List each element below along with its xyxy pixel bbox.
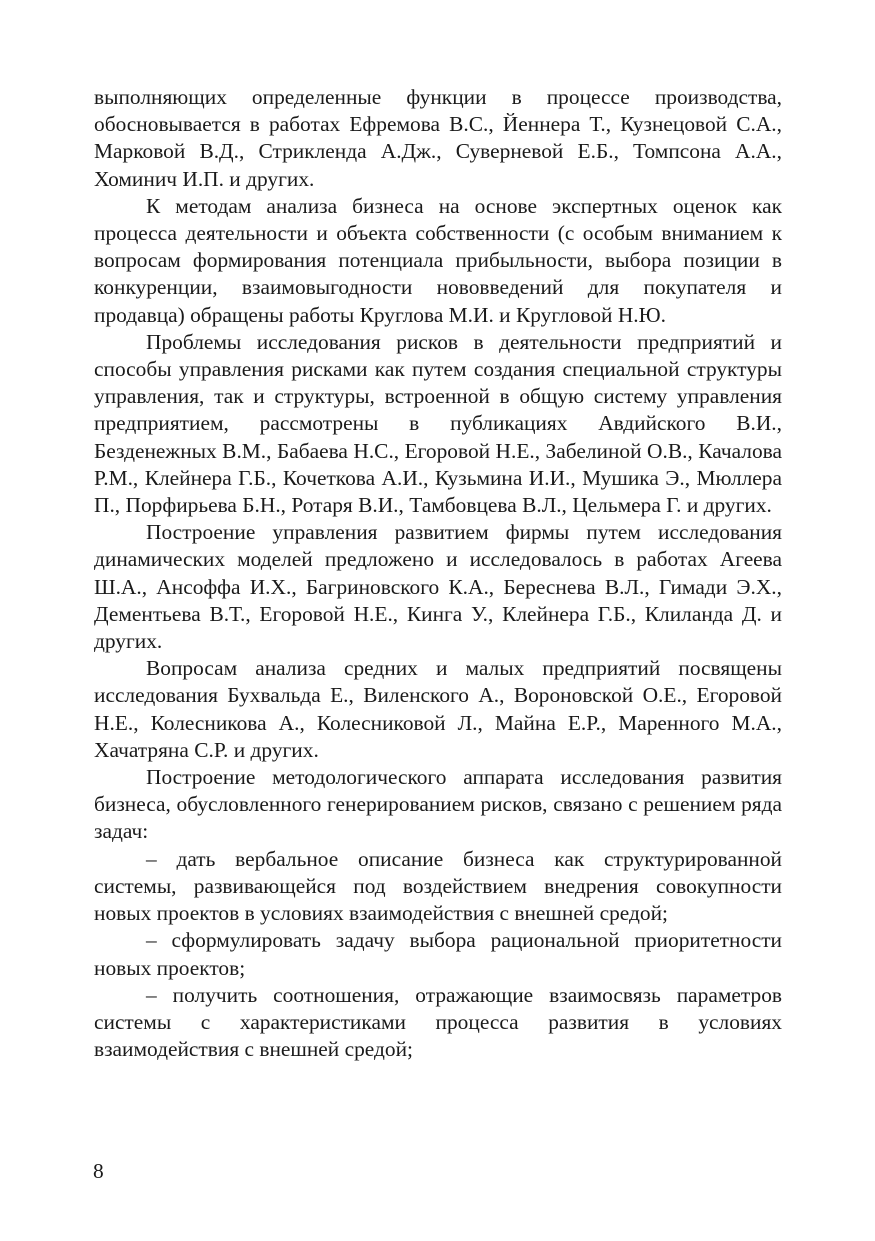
paragraph: К методам анализа бизнеса на основе экспертных оценок как процесса деятельности и объекта собственности (с особым вниманием к вопросам формирования потенциала прибыльности, выбора позиции в конкуренции, взаимовыгодности нововведений для покупателя и продавца) обращены работы Круглова М.И. и Кругловой Н.Ю.	[94, 193, 782, 327]
page-number: 8	[93, 1159, 104, 1183]
paragraph: Построение методологического аппарата исследования развития бизнеса, обусловленного генерированием рисков, связано с решением ряда задач:	[94, 765, 782, 844]
paragraph: Построение управления развитием фирмы путем исследования динамических моделей предложено и исследовалось в работах Агеева Ш.А., Ансоффа И.Х., Багриновского К.А., Береснева В.Л., Гимади Э.Х., Дементьева В.Т., Егоровой Н.Е., Кинга У., Клейнера Г.Б., Клиланда Д. и других.	[94, 520, 782, 654]
body-text	[94, 84, 782, 1063]
list-item: – сформулировать задачу выбора рациональной приоритетности новых проектов;	[94, 928, 782, 980]
paragraph: Вопросам анализа средних и малых предприятий посвящены исследования Бухвальда Е., Виленского А., Вороновской О.Е., Егоровой Н.Е., Колесникова А., Колесниковой Л., Майна Е.Р., Маренного М.А., Хачатряна С.Р. и других.	[94, 656, 782, 762]
paragraph: Проблемы исследования рисков в деятельности предприятий и способы управления рисками как путем создания специальной структуры управления, так и структуры, встроенной в общую систему управления предприятием, рассмотрены в публикациях Авдийского В.И., Безденежных В.М., Бабаева Н.С., Егоровой Н.Е., Забелиной О.В., Качалова Р.М., Клейнера Г.Б., Кочеткова А.И., Кузьмина И.И., Мушика Э., Мюллера П., Порфирьева Б.Н., Ротаря В.И., Тамбовцева В.Л., Цельмера Г. и других.	[94, 329, 782, 518]
paragraph: выполняющих определенные функции в процессе производства, обосновывается в работах Ефремова В.С., Йеннера Т., Кузнецовой С.А., Марковой В.Д., Стрикленда А.Дж., Суверневой Е.Б., Томпсона А.А., Хоминич И.П. и других.	[94, 85, 782, 191]
list-item: – получить соотношения, отражающие взаимосвязь параметров системы с характеристиками процесса развития в условиях взаимодействия с внешней средой;	[94, 982, 782, 1062]
list-item: – дать вербальное описание бизнеса как структурированной системы, развивающейся под воздействием внедрения совокупности новых проектов в условиях взаимодействия с внешней средой;	[94, 846, 782, 926]
